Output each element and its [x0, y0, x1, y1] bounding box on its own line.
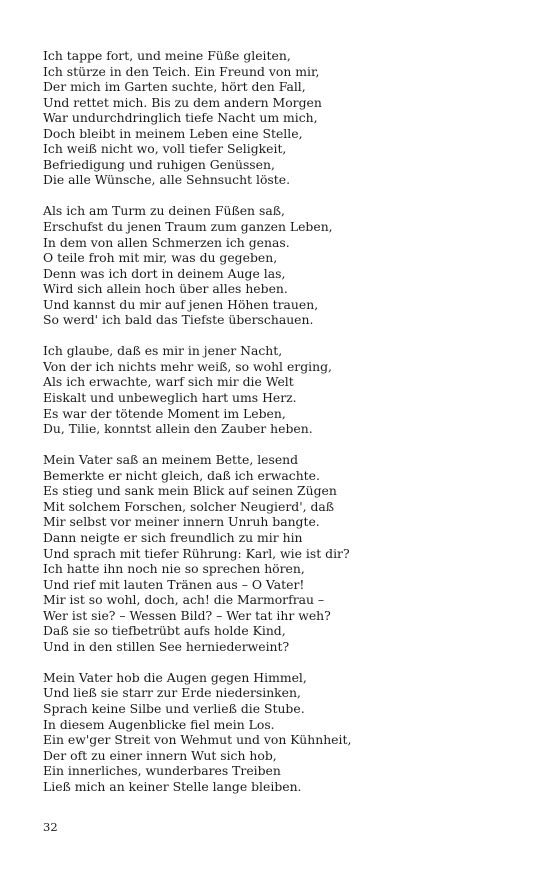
page-number: 32 — [43, 820, 58, 834]
verse-line: Ich stürze in den Teich. Ein Freund von mir, — [43, 63, 320, 79]
verse-line: Wird sich allein hoch über alles heben. — [43, 281, 288, 297]
verse-line: Der mich im Garten suchte, hört den Fall, — [43, 79, 306, 95]
stanza-1 — [43, 48, 523, 188]
verse-line: Die alle Wünsche, alle Sehnsucht löste. — [43, 172, 291, 188]
verse-line: Ich weiß nicht wo, voll tiefer Seligkeit, — [43, 141, 287, 157]
verse-line: Bemerkte er nicht gleich, daß ich erwachte. — [43, 467, 320, 483]
verse-line: Als ich am Turm zu deinen Füßen saß, — [43, 203, 285, 219]
verse-line: Du, Tilie, konntst allein den Zauber heben. — [43, 421, 313, 437]
verse-line: Sprach keine Silbe und verließ die Stube. — [43, 700, 305, 716]
verse-line: Eiskalt und unbeweglich hart ums Herz. — [43, 390, 297, 406]
verse-line: Erschufst du jenen Traum zum ganzen Leben, — [43, 219, 333, 235]
stanza-5 — [43, 670, 523, 794]
verse-line: War undurchdringlich tiefe Nacht um mich, — [43, 110, 318, 126]
verse-line: Ich hatte ihn noch nie so sprechen hören, — [43, 561, 305, 577]
verse-line: Denn was ich dort in deinem Auge las, — [43, 265, 286, 281]
verse-line: Und sprach mit tiefer Rührung: Karl, wie ist dir? — [43, 545, 350, 561]
verse-line: Doch bleibt in meinem Leben eine Stelle, — [43, 125, 303, 141]
verse-line: Es stieg und sank mein Blick auf seinen Zügen — [43, 483, 337, 499]
verse-line: In diesem Augenblicke fiel mein Los. — [43, 716, 275, 732]
verse-line: Mit solchem Forschen, solcher Neugierd', daß — [43, 498, 335, 514]
verse-line: Daß sie so tiefbetrübt aufs holde Kind, — [43, 623, 286, 639]
verse-line: Dann neigte er sich freundlich zu mir hin — [43, 529, 303, 545]
poem-text — [43, 48, 523, 810]
stanza-4 — [43, 452, 523, 654]
verse-line: Von der ich nichts mehr weiß, so wohl erging, — [43, 358, 332, 374]
verse-line: Ein innerliches, wunderbares Treiben — [43, 763, 281, 779]
verse-line: Der oft zu einer innern Wut sich hob, — [43, 747, 277, 763]
verse-line: So werd' ich bald das Tiefste überschauen. — [43, 312, 314, 328]
verse-line: Mir ist so wohl, doch, ach! die Marmorfrau – — [43, 592, 325, 608]
verse-line: Es war der tötende Moment im Leben, — [43, 405, 286, 421]
verse-line: Ein ew'ger Streit von Wehmut und von Kühnheit, — [43, 732, 352, 748]
verse-line: Ließ mich an keiner Stelle lange bleiben. — [43, 778, 302, 794]
verse-line: Befriedigung und ruhigen Genüssen, — [43, 156, 275, 172]
verse-line: Und rettet mich. Bis zu dem andern Morgen — [43, 94, 322, 110]
verse-line: O teile froh mit mir, was du gegeben, — [43, 250, 278, 266]
verse-line: Und kannst du mir auf jenen Höhen trauen, — [43, 296, 319, 312]
stanza-3 — [43, 343, 523, 436]
verse-line: Und rief mit lauten Tränen aus – O Vater! — [43, 576, 305, 592]
verse-line: Wer ist sie? – Wessen Bild? – Wer tat ihr weh? — [43, 607, 331, 623]
verse-line: Ich tappe fort, und meine Füße gleiten, — [43, 48, 291, 63]
verse-line: Und ließ sie starr zur Erde niedersinken, — [43, 685, 301, 701]
stanza-2 — [43, 203, 523, 327]
verse-line: Und in den stillen See herniederweint? — [43, 638, 290, 654]
verse-line: Als ich erwachte, warf sich mir die Welt — [43, 374, 294, 390]
verse-line: Mein Vater hob die Augen gegen Himmel, — [43, 669, 307, 685]
verse-line: In dem von allen Schmerzen ich genas. — [43, 234, 290, 250]
verse-line: Mein Vater saß an meinem Bette, lesend — [43, 452, 299, 468]
verse-line: Ich glaube, daß es mir in jener Nacht, — [43, 343, 283, 359]
verse-line: Mir selbst vor meiner innern Unruh bangte. — [43, 514, 320, 530]
